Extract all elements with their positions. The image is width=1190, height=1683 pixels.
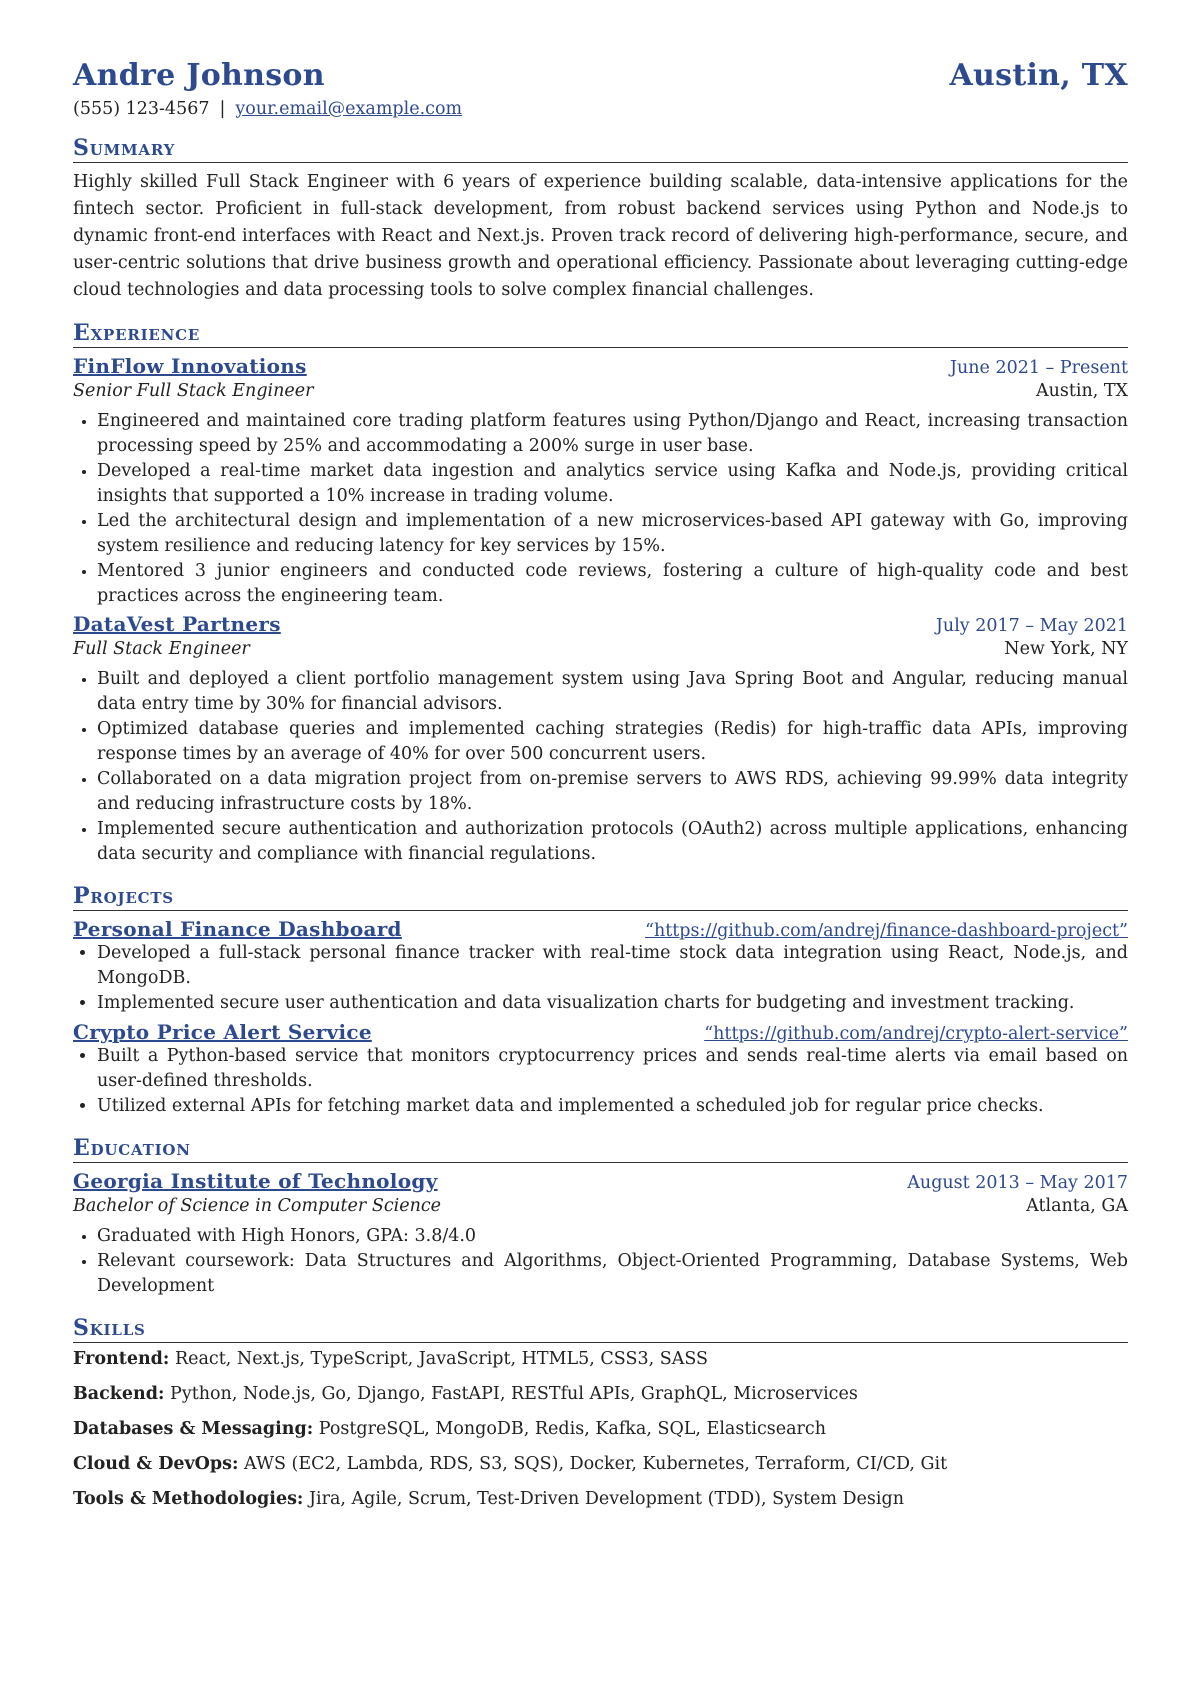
project-bullets (73, 941, 1128, 1016)
project-name[interactable]: Crypto Price Alert Service (73, 1020, 372, 1044)
bullet-item: • Implemented secure authentication and authorization protocols (OAuth2) across multiple applications, enhancing data security and compliance with financial regulations. (97, 817, 1128, 867)
candidate-location: Austin, TX (949, 58, 1128, 93)
bullet-item: • Built a Python-based service that monitors cryptocurrency prices and sends real-time alerts via email based on user-defined thresholds. (97, 1044, 1128, 1094)
skill-label: Backend: (73, 1384, 165, 1404)
email-link[interactable]: your.email@example.com (235, 99, 463, 119)
school-location: Atlanta, GA (1026, 1196, 1128, 1216)
candidate-name: Andre Johnson (73, 58, 325, 93)
skills-list (73, 1347, 1128, 1511)
bullet-item: • Developed a full-stack personal finance tracker with real-time stock data integration using React, Node.js, and MongoDB. (97, 941, 1128, 991)
bullet-item: • Optimized database queries and implemented caching strategies (Redis) for high-traffic data APIs, improving response times by an average of 40% for over 500 concurrent users. (97, 717, 1128, 767)
bullet-item: • Mentored 3 junior engineers and conducted code reviews, fostering a culture of high-quality code and best practices across the engineering team. (97, 559, 1128, 609)
degree: Bachelor of Science in Computer Science (73, 1196, 442, 1216)
project-bullets (73, 1044, 1128, 1119)
contact-separator: | (219, 99, 226, 119)
experience-heading: Experience (73, 320, 1128, 348)
skill-value: AWS (EC2, Lambda, RDS, S3, SQS), Docker, Kubernetes, Terraform, CI/CD, Git (244, 1454, 948, 1474)
project-entry (73, 1020, 1128, 1119)
skills-heading: Skills (73, 1315, 1128, 1343)
summary-heading: Summary (73, 135, 1128, 163)
project-link[interactable]: “https://github.com/andrej/finance-dashboard-project” (645, 921, 1128, 941)
bullet-item: • Collaborated on a data migration project from on-premise servers to AWS RDS, achieving 99.99% data integrity and reducing infrastructure costs by 18%. (97, 767, 1128, 817)
bullet-item: • Utilized external APIs for fetching market data and implemented a scheduled job for regular price checks. (97, 1094, 1128, 1119)
job-bullets (73, 667, 1128, 867)
job-location: Austin, TX (1035, 381, 1128, 401)
education-dates: August 2013 – May 2017 (907, 1173, 1128, 1193)
skill-row (73, 1417, 1128, 1441)
contact-line (73, 99, 1128, 119)
project-name[interactable]: Personal Finance Dashboard (73, 917, 402, 941)
job-title: Senior Full Stack Engineer (73, 381, 314, 401)
projects-heading: Projects (73, 883, 1128, 911)
job-entry (73, 354, 1128, 609)
bullet-item: • Engineered and maintained core trading platform features using Python/Django and React, increasing transaction processing speed by 25% and accommodating a 200% surge in user base. (97, 409, 1128, 459)
phone-number: (555) 123-4567 (73, 99, 210, 119)
education-entry (73, 1169, 1128, 1299)
project-entry (73, 917, 1128, 1016)
skill-label: Cloud & DevOps: (73, 1454, 239, 1474)
skill-label: Tools & Methodologies: (73, 1489, 304, 1509)
company-name[interactable]: FinFlow Innovations (73, 354, 307, 378)
skill-row (73, 1347, 1128, 1371)
skill-value: React, Next.js, TypeScript, JavaScript, HTML5, CSS3, SASS (174, 1349, 709, 1369)
skill-row (73, 1487, 1128, 1511)
job-dates: July 2017 – May 2021 (935, 616, 1128, 636)
summary-text: Highly skilled Full Stack Engineer with 6 years of experience building scalable, data-intensive applications for the fintech sector. Proficient in full-stack development, from robust backend services using Python and Node.js to dynamic front-end interfaces with React and Next.js. Proven track record of delivering high-performance, secure, and user-centric solutions that drive business growth and operational efficiency. Passionate about leveraging cutting-edge cloud technologies and data processing tools to solve complex financial challenges. (73, 172, 1128, 300)
job-bullets (73, 409, 1128, 609)
skill-row (73, 1452, 1128, 1476)
bullet-item: • Graduated with High Honors, GPA: 3.8/4.0 (97, 1224, 1128, 1249)
skill-row (73, 1382, 1128, 1406)
skill-value: PostgreSQL, MongoDB, Redis, Kafka, SQL, Elasticsearch (318, 1419, 826, 1439)
project-link[interactable]: “https://github.com/andrej/crypto-alert-service” (704, 1024, 1128, 1044)
bullet-item: • Led the architectural design and implementation of a new microservices-based API gateway with Go, improving system resilience and reducing latency for key services by 15%. (97, 509, 1128, 559)
header (73, 58, 1128, 93)
skill-label: Frontend: (73, 1349, 170, 1369)
bullet-item: • Relevant coursework: Data Structures and Algorithms, Object-Oriented Programming, Database Systems, Web Development (97, 1249, 1128, 1299)
resume-page (73, 58, 1128, 1511)
job-title: Full Stack Engineer (73, 639, 250, 659)
education-heading: Education (73, 1135, 1128, 1163)
school-name[interactable]: Georgia Institute of Technology (73, 1169, 438, 1193)
skill-value: Jira, Agile, Scrum, Test-Driven Development (TDD), System Design (308, 1489, 904, 1509)
bullet-item: • Built and deployed a client portfolio management system using Java Spring Boot and Angular, reducing manual data entry time by 30% for financial advisors. (97, 667, 1128, 717)
skill-label: Databases & Messaging: (73, 1419, 314, 1439)
skill-value: Python, Node.js, Go, Django, FastAPI, RESTful APIs, GraphQL, Microservices (170, 1384, 858, 1404)
company-name[interactable]: DataVest Partners (73, 612, 281, 636)
bullet-item: • Developed a real-time market data ingestion and analytics service using Kafka and Node.js, providing critical insights that supported a 10% increase in trading volume. (97, 459, 1128, 509)
bullet-item: • Implemented secure user authentication and data visualization charts for budgeting and investment tracking. (97, 991, 1128, 1016)
education-bullets (73, 1224, 1128, 1299)
job-location: New York, NY (1004, 639, 1128, 659)
job-entry (73, 612, 1128, 867)
job-dates: June 2021 – Present (949, 358, 1128, 378)
